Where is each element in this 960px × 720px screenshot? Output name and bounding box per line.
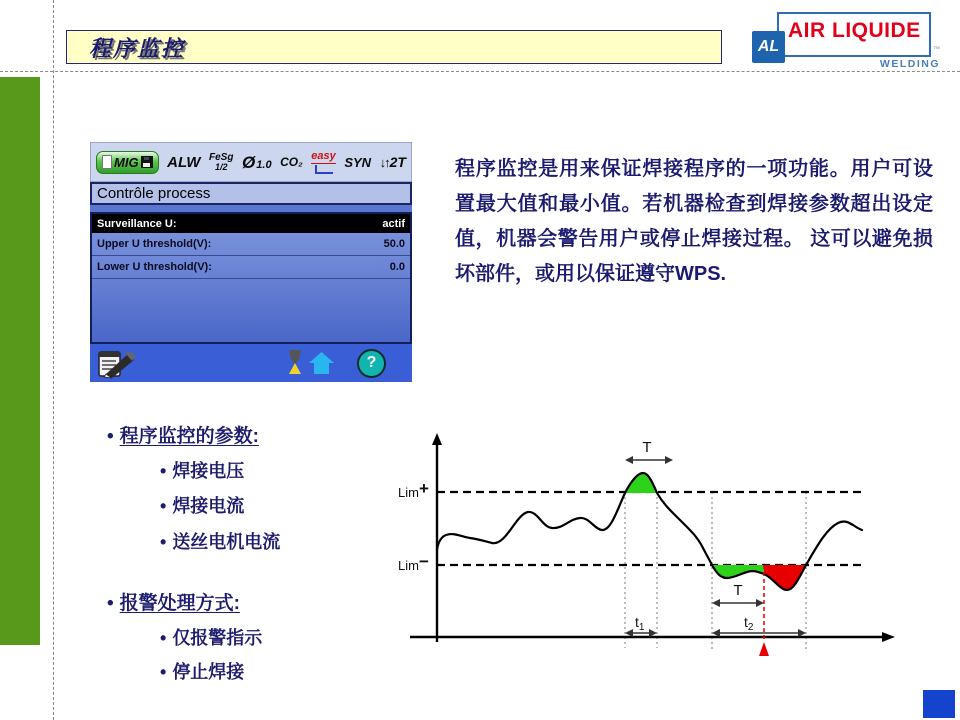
machine-screen-body: [90, 205, 412, 344]
row-label: Upper U threshold(V):: [97, 238, 212, 250]
trigger-mode-label: 2T: [389, 154, 406, 170]
alarm-marker-arrow: [759, 642, 769, 656]
arrowhead: [712, 599, 720, 607]
bullet-item-text: 焊接电压: [172, 461, 245, 481]
setup-notepad-icon[interactable]: [96, 347, 138, 379]
row-value: 0.0: [389, 261, 405, 273]
page-title: 程序监控: [89, 35, 186, 61]
horizontal-guide-line: [0, 71, 960, 72]
list-item: [160, 528, 280, 554]
table-row-lower-threshold[interactable]: [92, 256, 410, 279]
title-bar: [66, 30, 722, 64]
y-axis-arrowhead: [432, 433, 442, 445]
list-item: [160, 624, 262, 650]
help-icon[interactable]: [357, 349, 386, 378]
table-row-upper-threshold[interactable]: [92, 233, 410, 256]
machine-toolbar: [90, 142, 412, 182]
bullet-dot: •: [160, 628, 167, 648]
door-icon: [102, 155, 112, 169]
t1-label: $t_1$: [635, 614, 645, 633]
list-item: [160, 492, 244, 518]
up-down-arrows-icon: ↓↑: [379, 154, 389, 170]
welding-machine-screen: [90, 142, 412, 382]
description-paragraph: 程序监控是用来保证焊接程序的一项功能。用户可设置最大值和最小值。若机器检查到焊接参数超出设定值，机器会警告用户或停止焊接过程。 这可以避免损坏部件，或用以保证遵守WPS.: [455, 158, 933, 285]
help-glyph: ?: [366, 354, 377, 371]
bullet-dot: •: [160, 496, 167, 516]
wire-diameter-button[interactable]: [242, 154, 272, 171]
table-row-surveillance[interactable]: [92, 214, 410, 233]
bullet-item-text: 仅报警指示: [172, 628, 263, 648]
bullet-dot: •: [160, 461, 167, 481]
parameter-list: [90, 212, 412, 344]
bullet-item-text: 送丝电机电流: [172, 532, 281, 552]
list-item: [160, 457, 244, 483]
row-value: actif: [382, 217, 405, 230]
bullet-dot: •: [107, 593, 114, 614]
row-label: Lower U threshold(V):: [97, 261, 212, 273]
x-axis-arrowhead: [882, 632, 895, 642]
logo-brand-text: AIR LIQUIDE: [788, 19, 921, 42]
threshold-diagram: [392, 428, 904, 670]
bullet-dot: •: [107, 426, 114, 447]
arrowhead: [756, 599, 764, 607]
gas-button[interactable]: CO₂: [280, 155, 303, 169]
trigger-mode-button[interactable]: [380, 155, 406, 169]
bullet-dot: •: [160, 662, 167, 682]
tolerance-label-lower: T: [733, 582, 743, 599]
torch-icon[interactable]: [286, 350, 304, 376]
easy-graph-icon: [315, 165, 333, 174]
machine-screen-title: Contrôle process: [90, 182, 412, 205]
diameter-symbol: Ø: [242, 152, 256, 172]
home-icon[interactable]: [308, 352, 335, 375]
green-side-bar: [0, 77, 40, 645]
bullet-group-parameters: [107, 421, 259, 448]
bullet-label: 程序监控的参数:: [119, 426, 259, 447]
row-label: Surveillance U:: [97, 217, 177, 230]
save-icon: [141, 156, 153, 168]
bullet-label: 报警处理方式:: [119, 593, 240, 614]
bullet-item-text: 停止焊接: [172, 662, 245, 682]
corner-decoration-square: [923, 690, 955, 718]
mig-label: MIG: [114, 154, 139, 170]
synergic-button[interactable]: SYN: [344, 154, 372, 170]
bullet-dot: •: [160, 532, 167, 552]
arrowhead: [665, 456, 673, 464]
trademark-symbol: ™: [933, 46, 940, 53]
diameter-value: 1.0: [256, 158, 272, 171]
logo-monogram-square: [752, 31, 785, 63]
lower-limit-label: Lim−: [398, 552, 429, 573]
mig-process-button[interactable]: [96, 151, 159, 174]
air-liquide-logo: [744, 5, 944, 71]
vertical-guide-line: [53, 0, 54, 720]
easy-mode-button[interactable]: [311, 151, 335, 174]
row-value: 50.0: [383, 238, 405, 250]
wire-material-button[interactable]: [209, 153, 233, 172]
bullet-item-text: 焊接电流: [172, 496, 245, 516]
list-item: [160, 658, 244, 684]
logo-monogram: AL: [757, 38, 780, 55]
upper-limit-label: Lim+: [398, 479, 429, 500]
t2-label: $t_2$: [744, 614, 754, 633]
tolerance-label-upper: T: [642, 439, 652, 456]
easy-label: easy: [311, 149, 336, 162]
bullet-group-alarm-handling: [107, 588, 240, 615]
alw-button[interactable]: ALW: [167, 153, 201, 171]
logo-division-text: WELDING: [879, 58, 940, 70]
machine-bottom-bar: [90, 344, 412, 382]
wire-fraction-label: 1/2: [214, 161, 228, 172]
arrowhead: [625, 456, 633, 464]
wire-type-label: FeSg: [209, 151, 234, 163]
